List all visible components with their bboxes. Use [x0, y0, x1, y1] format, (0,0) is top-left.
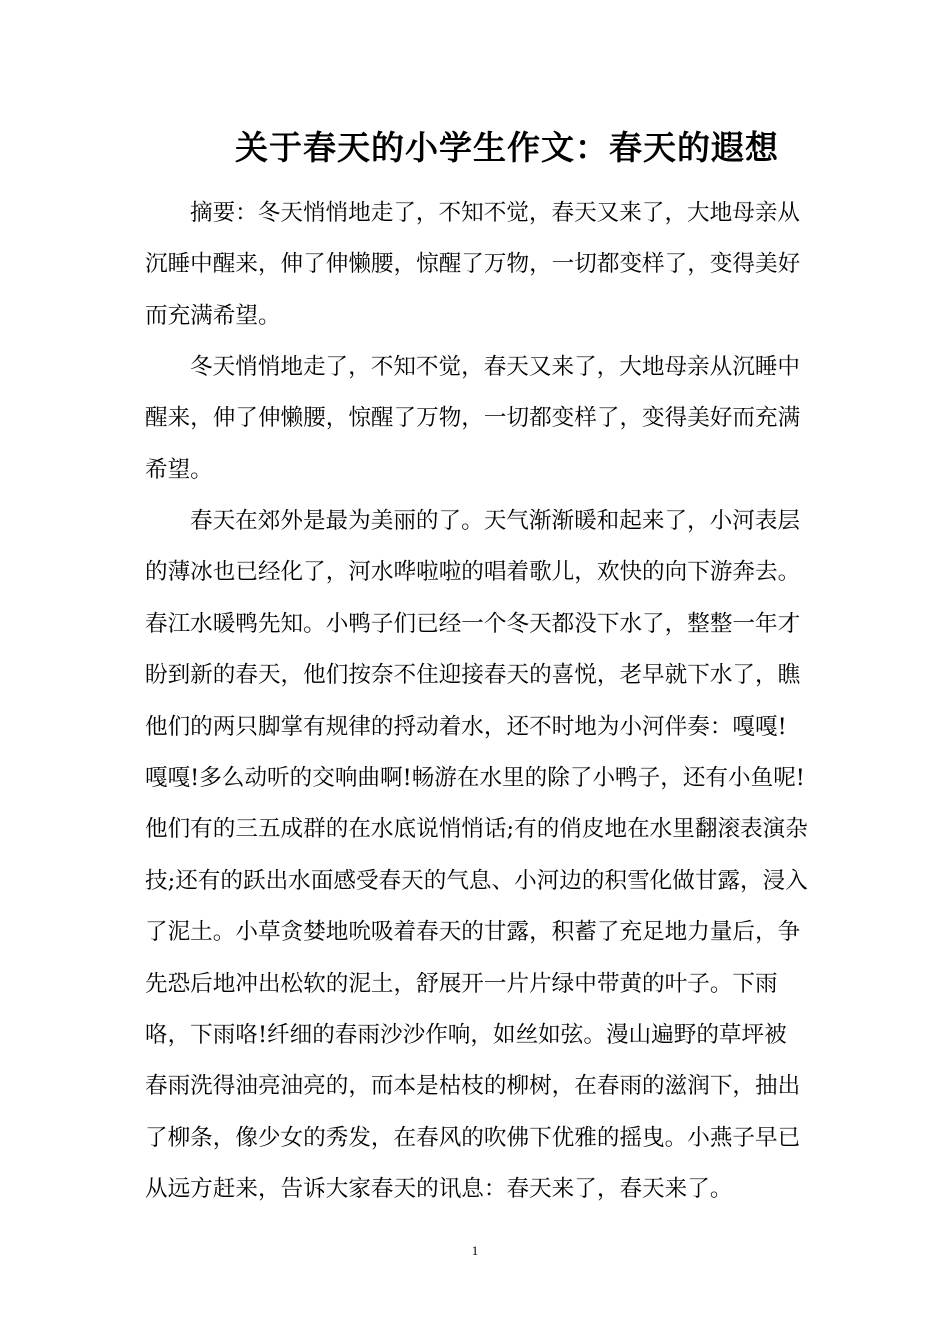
body-paragraph-1: 冬天悄悄地走了，不知不觉，春天又来了，大地母亲从沉睡中醒来，伸了伸懒腰，惊醒了万物，一切都变样了，变得美好而充满希望。 — [145, 354, 801, 483]
body-paragraph-2: 春天在郊外是最为美丽的了。天气渐渐暖和起来了，小河表层的薄冰也已经化了，河水哗啦啦的唱着歌儿，欢快的向下游奔去。春江水暖鸭先知。小鸭子们已经一个冬天都没下水了，整整一年才盼到新的春天，他们按奈不住迎接春天的喜悦，老早就下水了，瞧他们的两只脚掌有规律的捋动着水，还不时地为小河伴奏：嘎嘎!嘎嘎!多么动听的交响曲啊!畅游在水里的除了小鸭子，还有小鱼呢!他们有的三五成群的在水底说悄悄话;有的俏皮地在水里翻滚表演杂技;还有的跃出水面感受春天的气息、小河边的积雪化做甘露，浸入了泥土。小草贪婪地吮吸着春天的甘露，积蓄了充足地力量后，争先恐后地冲出松软的泥土，舒展开一片片绿中带黄的叶子。下雨咯，下雨咯!纤细的春雨沙沙作响，如丝如弦。漫山遍野的草坪被春雨洗得油亮油亮的，而本是枯枝的柳树，在春雨的滋润下，抽出了柳条，像少女的秀发，在春风的吹佛下优雅的摇曳。小燕子早已从远方赶来，告诉大家春天的讯息：春天来了，春天来了。 — [145, 508, 808, 1203]
abstract-paragraph: 摘要：冬天悄悄地走了，不知不觉，春天又来了，大地母亲从沉睡中醒来，伸了伸懒腰，惊醒了万物，一切都变样了，变得美好而充满希望。 — [145, 200, 801, 329]
main-block — [145, 496, 809, 1216]
abstract-block — [145, 188, 809, 342]
page-title: 关于春天的小学生作文：春天的遐想 — [235, 128, 779, 167]
intro-block — [145, 342, 809, 496]
page-number: 1 — [471, 1243, 479, 1258]
